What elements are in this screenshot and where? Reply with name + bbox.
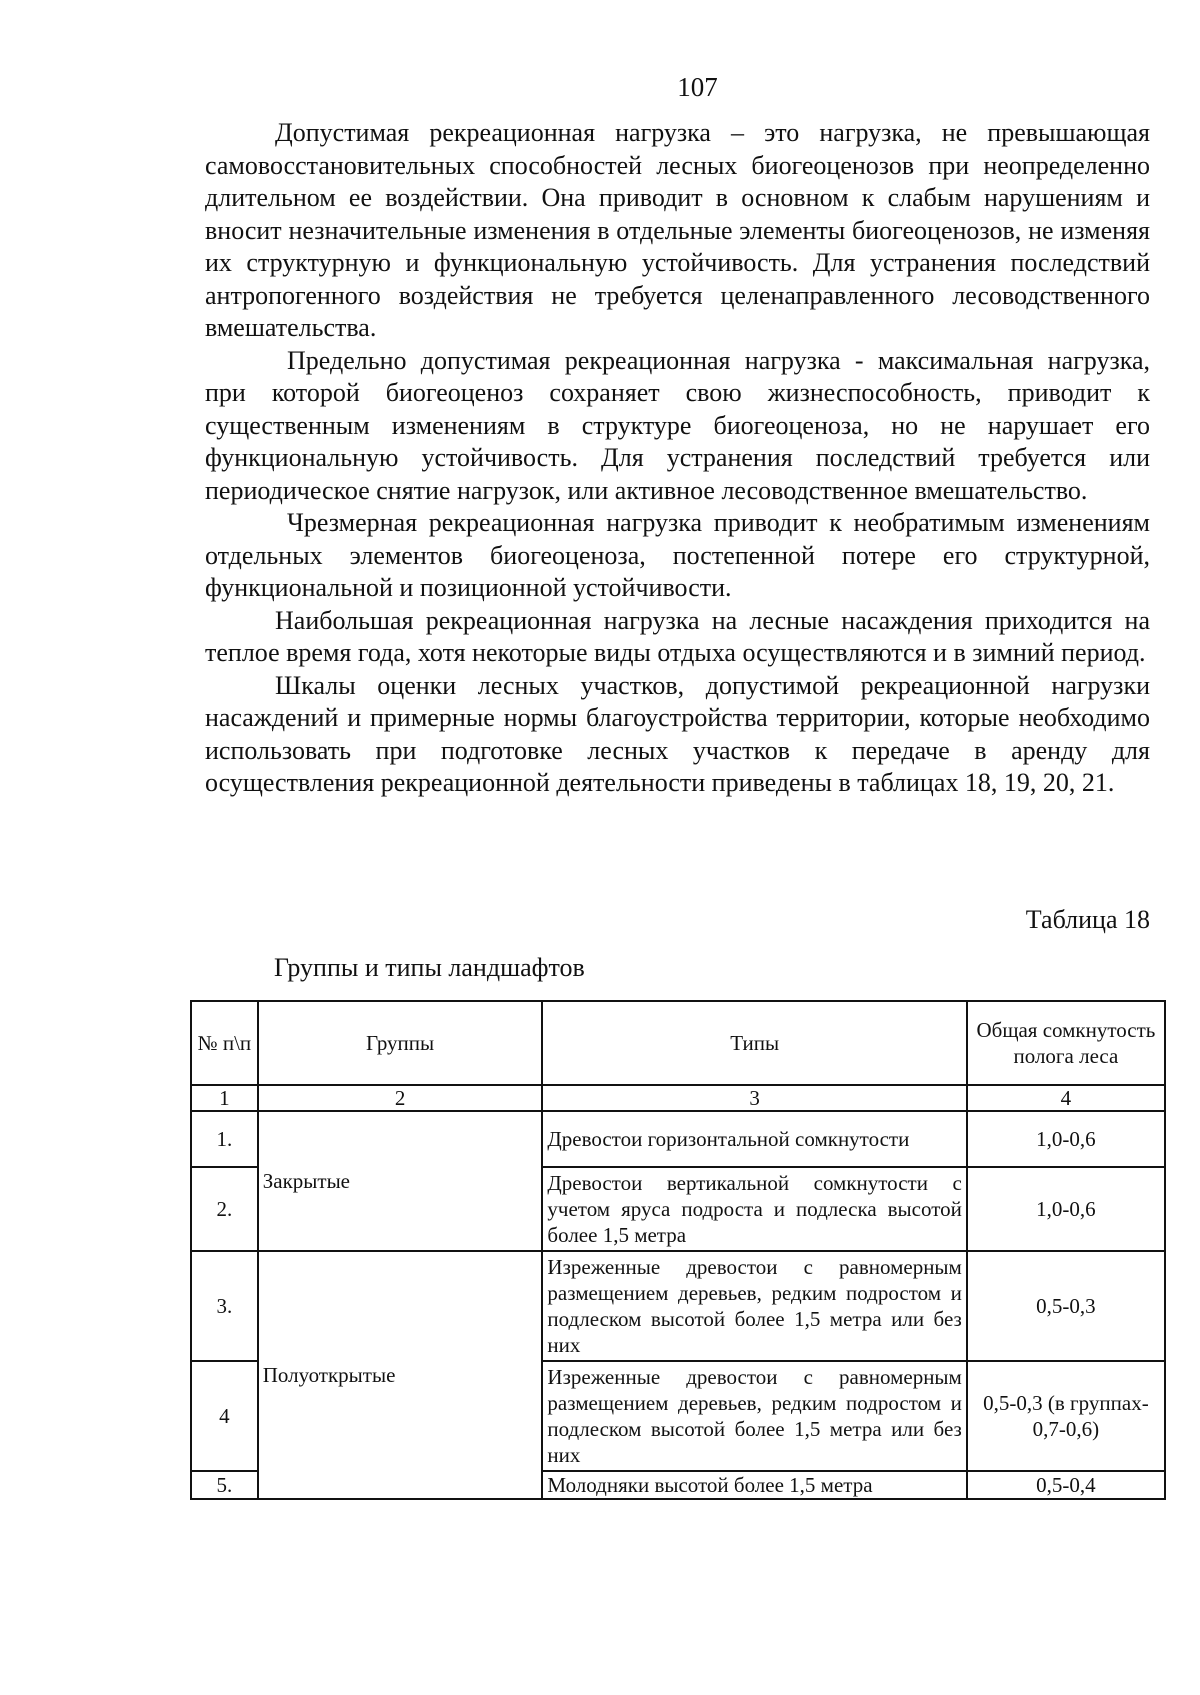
table-label: Таблица 18 xyxy=(1025,905,1150,934)
header-types: Типы xyxy=(542,1001,966,1085)
row-type: Древостои вертикальной сомкнутости с учетом яруса подроста и подлеска высотой более 1,5 метра xyxy=(542,1167,966,1251)
column-number-row xyxy=(191,1085,1165,1111)
row-closure: 1,0-0,6 xyxy=(967,1111,1165,1167)
row-num: 1. xyxy=(191,1111,258,1167)
table-row xyxy=(191,1111,1165,1167)
row-type: Изреженные древостои с равномерным размещением деревьев, редким подростом и подлеском высотой более 1,5 метра или без них xyxy=(542,1361,966,1471)
landscape-types-table xyxy=(190,1000,1166,1500)
row-type: Изреженные древостои с равномерным размещением деревьев, редким подростом и подлеском высотой более 1,5 метра или без них xyxy=(542,1251,966,1361)
paragraph-excessive-load: Чрезмерная рекреационная нагрузка приводит к необратимым изменениям отдельных элементов биогеоценоза, постепенной потере его структурной, функциональной и позиционной устойчивости. xyxy=(205,508,1150,602)
column-number: 3 xyxy=(542,1085,966,1111)
row-closure: 0,5-0,3 xyxy=(967,1251,1165,1361)
table-header-row xyxy=(191,1001,1165,1085)
column-number: 2 xyxy=(258,1085,543,1111)
paragraph-seasonal-load: Наибольшая рекреационная нагрузка на лесные насаждения приходится на теплое время года, хотя некоторые виды отдыха осуществляются и в зимний период. xyxy=(205,605,1150,667)
header-groups: Группы xyxy=(258,1001,543,1085)
row-type: Древостои горизонтальной сомкнутости xyxy=(542,1111,966,1167)
row-num: 3. xyxy=(191,1251,258,1361)
paragraph-max-permissible-load: Предельно допустимая рекреационная нагрузка - максимальная нагрузка, при которой биогеоценоз сохраняет свою жизнеспособность, приводит к существенным изменениям в структуре биогеоценоза, но не нарушает его функциональную устойчивость. Для устранения последствий требуется или периодическое снятие нагрузок, или активное лесоводственное вмешательство. xyxy=(205,345,1150,505)
header-closure: Общая сомкнутость полога леса xyxy=(967,1001,1165,1085)
row-closure: 0,5-0,4 xyxy=(967,1471,1165,1499)
group-closed: Закрытые xyxy=(258,1111,543,1251)
page-number: 107 xyxy=(677,72,718,102)
row-num: 5. xyxy=(191,1471,258,1499)
table-row xyxy=(191,1251,1165,1361)
table-title: Группы и типы ландшафтов xyxy=(274,953,585,982)
paragraph-permissible-load: Допустимая рекреационная нагрузка – это нагрузка, не превышающая самовосстановительных способностей лесных биогеоценозов при неопределенно длительном ее воздействии. Она приводит в основном к слабым нарушениям и вносит незначительные изменения в отдельные элементы биогеоценозов, не изменяя их структурную и функциональную устойчивость. Для устранения последствий антропогенного воздействия не требуется целенаправленного лесоводственного вмешательства. xyxy=(205,118,1150,342)
header-num: № п\п xyxy=(191,1001,258,1085)
group-semi-open: Полуоткрытые xyxy=(258,1251,543,1499)
paragraph-assessment-scales: Шкалы оценки лесных участков, допустимой рекреационной нагрузки насаждений и примерные нормы благоустройства территории, которые необходимо использовать при подготовке лесных участков к передаче в аренду для осуществления рекреационной деятельности приведены в таблицах 18, 19, 20, 21. xyxy=(205,670,1150,797)
row-closure: 1,0-0,6 xyxy=(967,1167,1165,1251)
column-number: 1 xyxy=(191,1085,258,1111)
row-closure: 0,5-0,3 (в группах- 0,7-0,6) xyxy=(967,1361,1165,1471)
row-num: 4 xyxy=(191,1361,258,1471)
row-type: Молодняки высотой более 1,5 метра xyxy=(542,1471,966,1499)
row-num: 2. xyxy=(191,1167,258,1251)
column-number: 4 xyxy=(967,1085,1165,1111)
body-text xyxy=(205,117,1150,800)
